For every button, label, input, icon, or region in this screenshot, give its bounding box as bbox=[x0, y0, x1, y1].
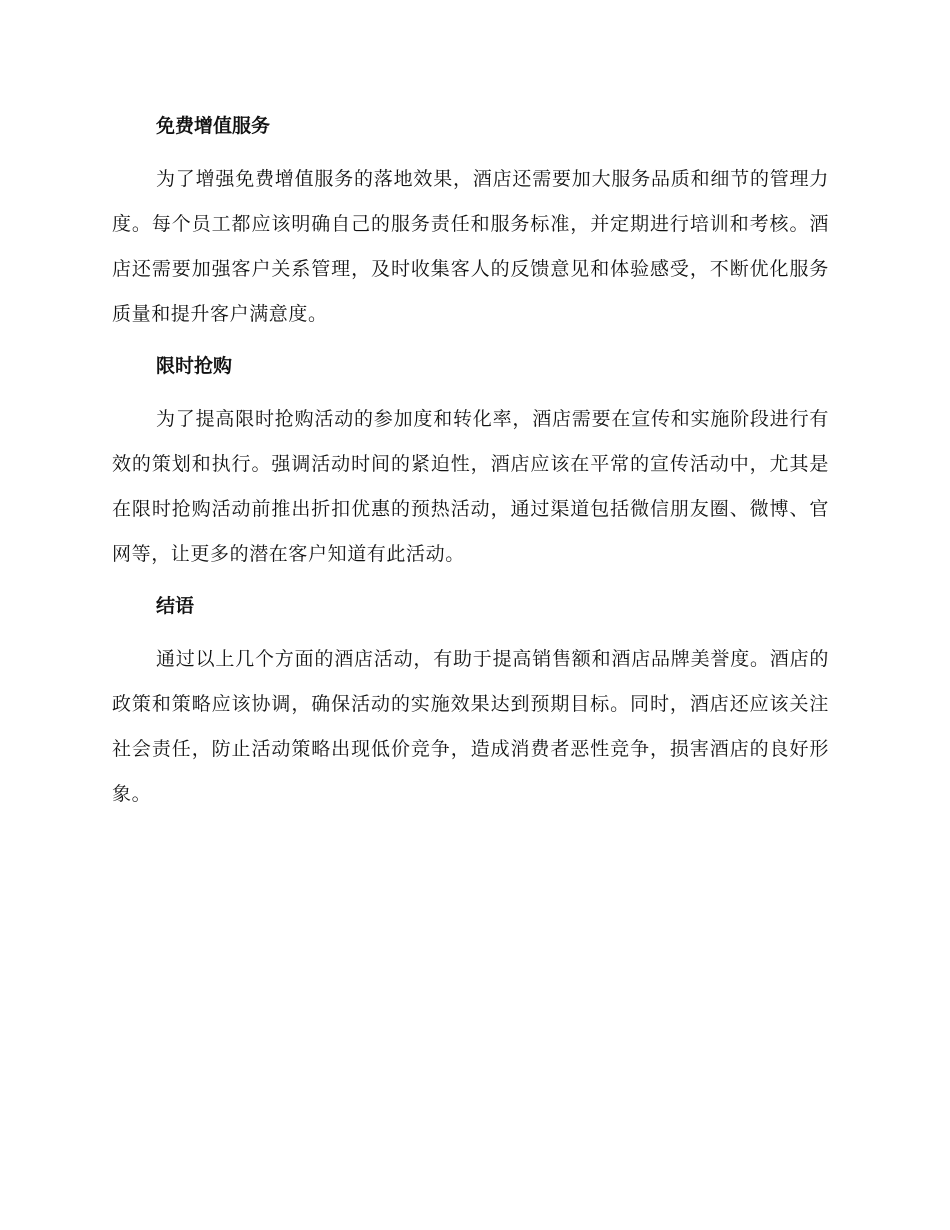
section-paragraph: 为了提高限时抢购活动的参加度和转化率，酒店需要在宣传和实施阶段进行有效的策划和执行。强调活动时间的紧迫性，酒店应该在平常的宣传活动中，尤其是在限时抢购活动前推出折扣优惠的预热活动，通过渠道包括微信朋友圈、微博、官网等，让更多的潜在客户知道有此活动。 bbox=[112, 408, 829, 565]
section-conclusion bbox=[112, 592, 829, 817]
section-free-value-added-services bbox=[112, 112, 829, 337]
section-heading: 免费增值服务 bbox=[156, 115, 271, 137]
section-paragraph: 通过以上几个方面的酒店活动，有助于提高销售额和酒店品牌美誉度。酒店的政策和策略应该协调，确保活动的实施效果达到预期目标。同时，酒店还应该关注社会责任，防止活动策略出现低价竞争，造成消费者恶性竞争，损害酒店的良好形象。 bbox=[112, 648, 829, 805]
section-heading: 限时抢购 bbox=[156, 355, 233, 377]
section-flash-sale bbox=[112, 352, 829, 577]
section-heading: 结语 bbox=[156, 595, 195, 617]
section-paragraph: 为了增强免费增值服务的落地效果，酒店还需要加大服务品质和细节的管理力度。每个员工都应该明确自己的服务责任和服务标准，并定期进行培训和考核。酒店还需要加强客户关系管理，及时收集客人的反馈意见和体验感受，不断优化服务质量和提升客户满意度。 bbox=[112, 168, 829, 325]
